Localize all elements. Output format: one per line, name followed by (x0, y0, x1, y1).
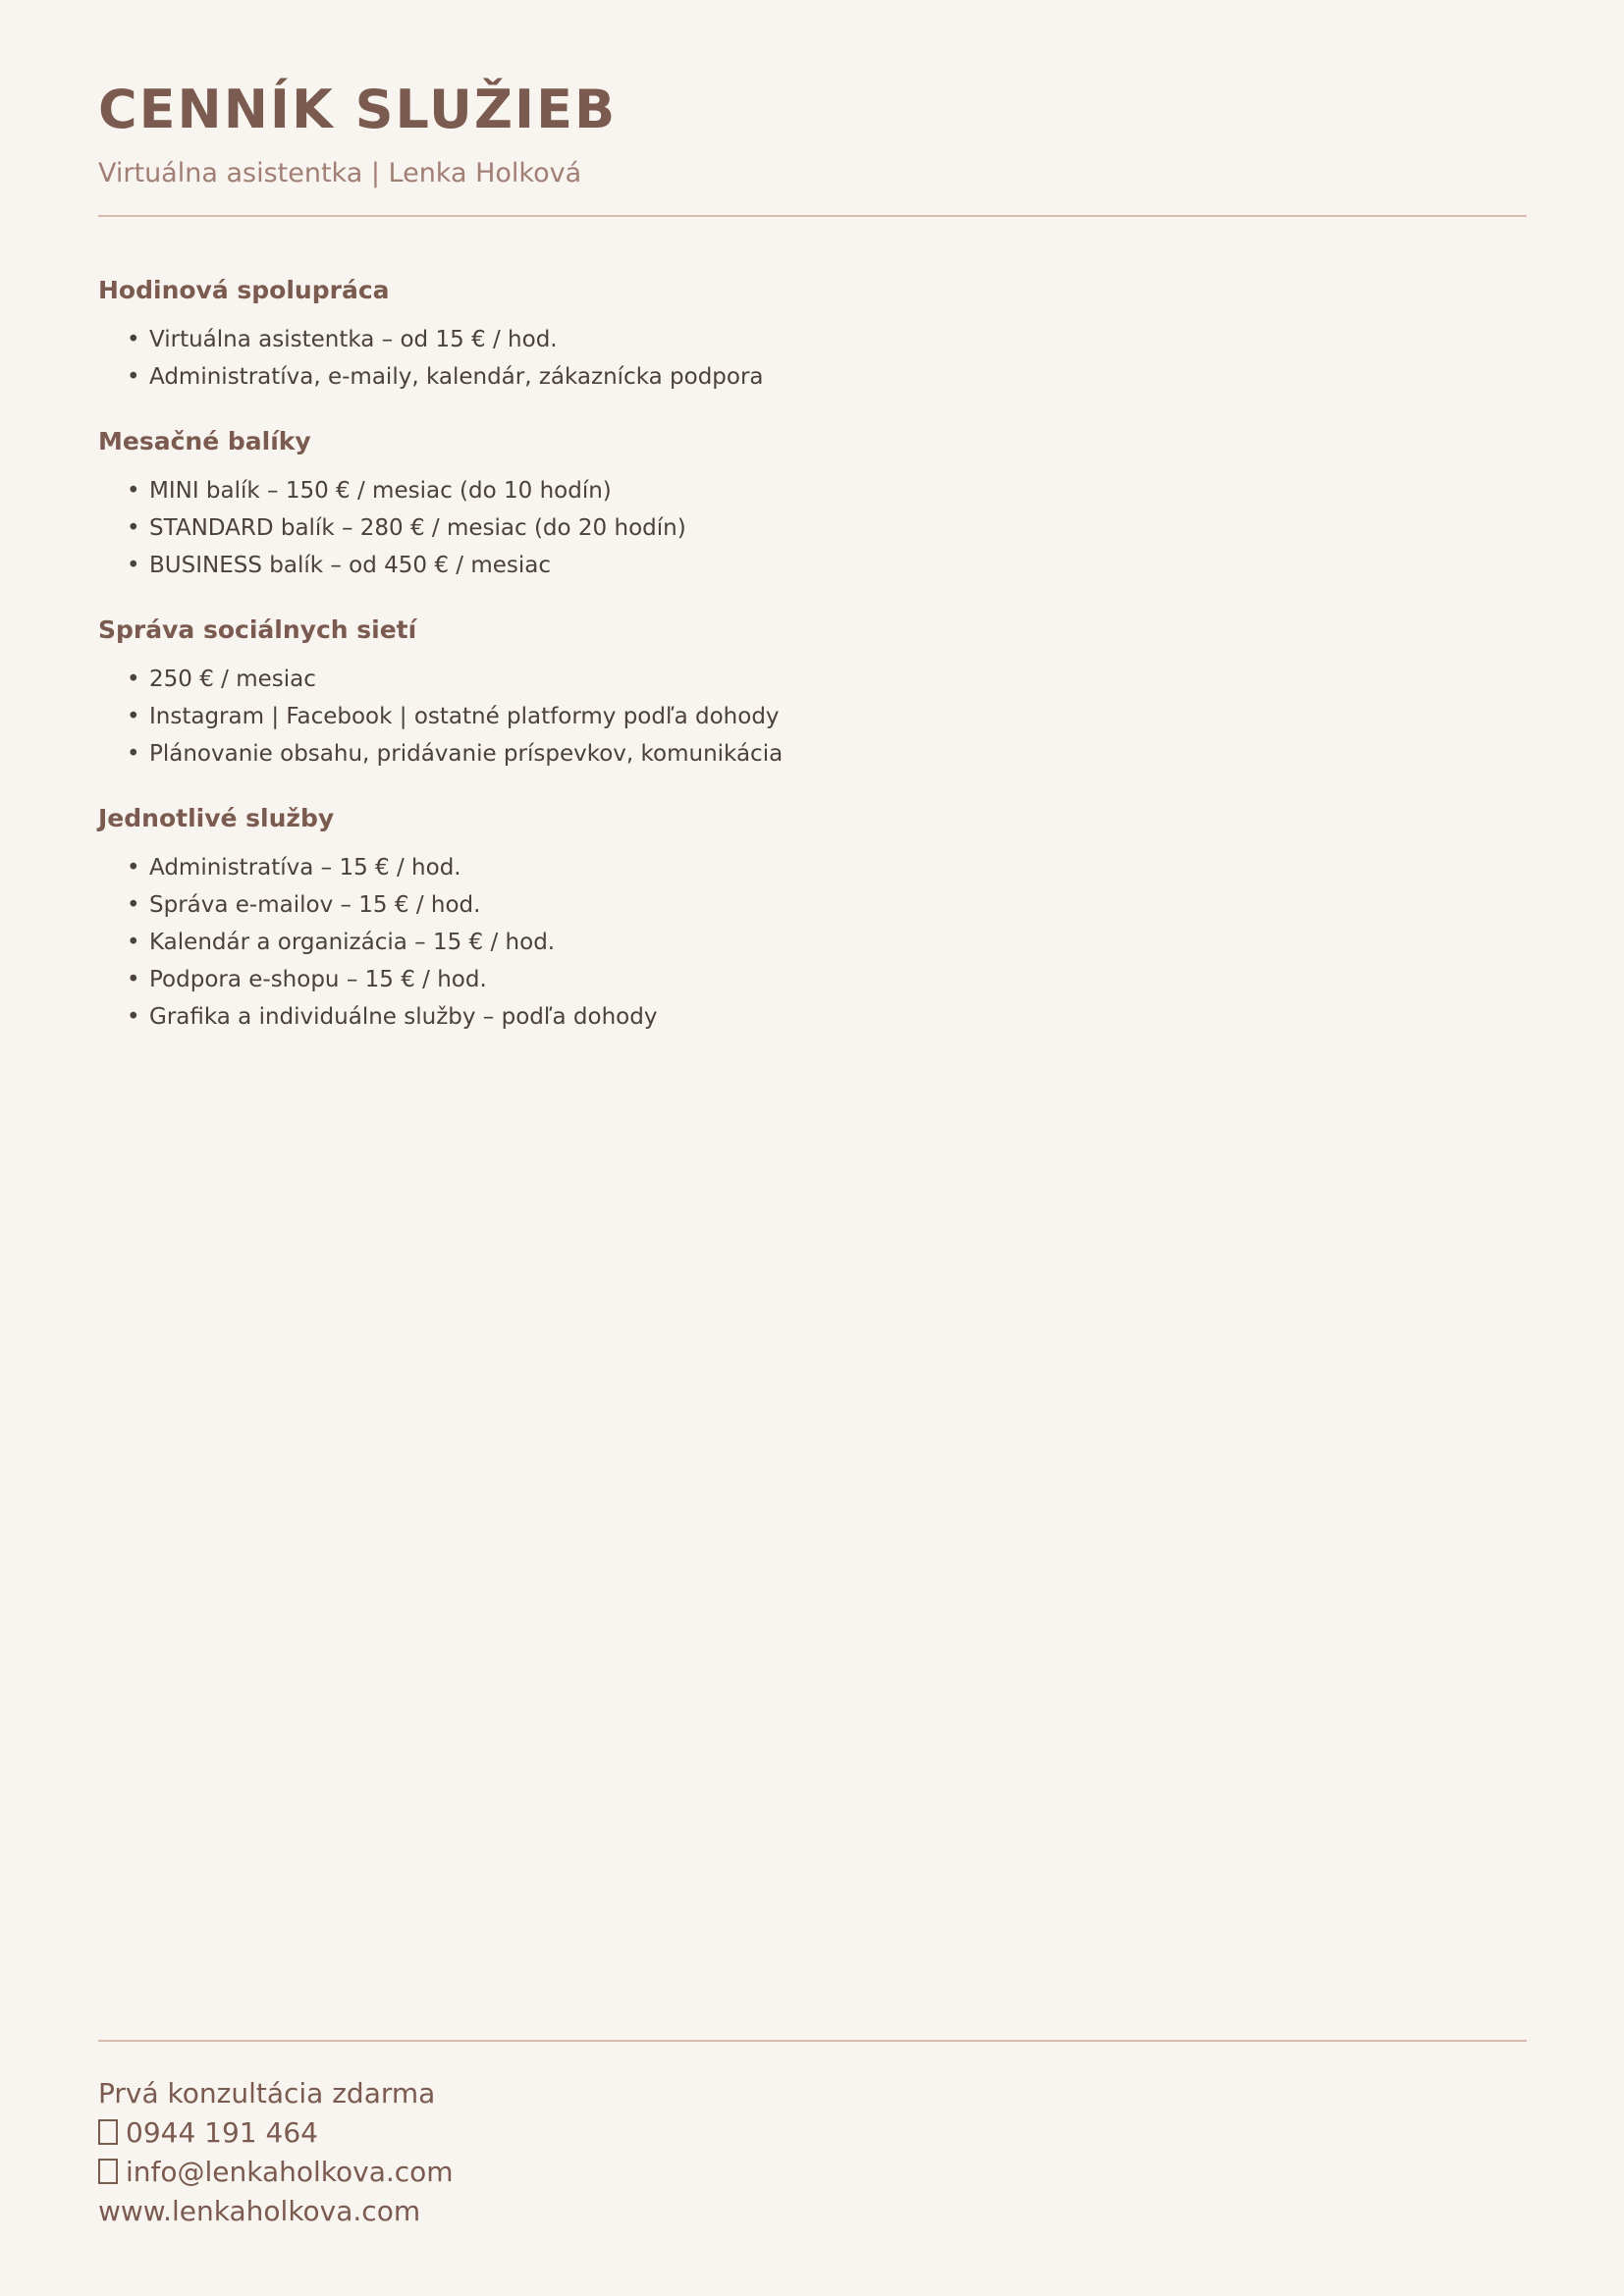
footer (98, 2074, 1527, 2231)
list-item (127, 735, 1527, 773)
bullet: • (127, 667, 140, 692)
list-item (127, 321, 1527, 358)
header-divider (98, 215, 1527, 217)
list-item (127, 849, 1527, 886)
section-heading: Hodinová spolupráca (98, 276, 390, 304)
list-item-text: Virtuálna asistentka – od 15 € / hod. (149, 327, 558, 352)
list-item (127, 547, 1527, 584)
email-icon (98, 2159, 118, 2184)
section-list (98, 661, 1527, 773)
price-list-page (98, 0, 1527, 2296)
list-item-text: Správa e-mailov – 15 € / hod. (149, 892, 481, 918)
list-item-text: Administratíva, e-maily, kalendár, zákaznícka podpora (149, 364, 764, 390)
list-item (127, 961, 1527, 998)
phone-number[interactable]: 0944 191 464 (126, 2116, 318, 2149)
footer-divider (98, 2040, 1527, 2042)
phone-line (98, 2113, 1527, 2153)
bullet: • (127, 515, 140, 541)
email-address[interactable]: info@lenkaholkova.com (126, 2156, 454, 2188)
list-item-text: Administratíva – 15 € / hod. (149, 855, 461, 881)
bullet: • (127, 1004, 140, 1030)
bullet: • (127, 478, 140, 504)
section-hourly (98, 270, 1527, 396)
section-heading: Mesačné balíky (98, 427, 311, 455)
section-individual-services (98, 798, 1527, 1036)
list-item (127, 998, 1527, 1036)
section-monthly-packages (98, 421, 1527, 584)
list-item (127, 472, 1527, 509)
list-item-text: STANDARD balík – 280 € / mesiac (do 20 hodín) (149, 515, 686, 541)
phone-icon (98, 2119, 118, 2145)
sections-container (98, 270, 1527, 1061)
bullet: • (127, 553, 140, 578)
section-list (98, 321, 1527, 396)
list-item-text: Plánovanie obsahu, pridávanie príspevkov, komunikácia (149, 741, 784, 767)
bullet: • (127, 892, 140, 918)
list-item (127, 358, 1527, 396)
page-title: CENNÍK SLUŽIEB (98, 79, 618, 140)
section-heading: Jednotlivé služby (98, 804, 335, 832)
list-item (127, 886, 1527, 924)
list-item-text: Grafika a individuálne služby – podľa dohody (149, 1004, 658, 1030)
list-item (127, 698, 1527, 735)
email-line (98, 2153, 1527, 2192)
bullet: • (127, 930, 140, 955)
section-social-media (98, 610, 1527, 773)
list-item (127, 509, 1527, 547)
bullet: • (127, 704, 140, 729)
list-item (127, 924, 1527, 961)
page-subtitle: Virtuálna asistentka | Lenka Holková (98, 158, 582, 188)
list-item-text: Kalendár a organizácia – 15 € / hod. (149, 930, 556, 955)
bullet: • (127, 855, 140, 881)
bullet: • (127, 741, 140, 767)
section-list (98, 472, 1527, 584)
list-item-text: Podpora e-shopu – 15 € / hod. (149, 967, 487, 992)
list-item-text: 250 € / mesiac (149, 667, 316, 692)
section-list (98, 849, 1527, 1036)
list-item (127, 661, 1527, 698)
consultation-note: Prvá konzultácia zdarma (98, 2077, 436, 2109)
website-link[interactable]: www.lenkaholkova.com (98, 2195, 421, 2227)
bullet: • (127, 364, 140, 390)
list-item-text: BUSINESS balík – od 450 € / mesiac (149, 553, 552, 578)
list-item-text: Instagram | Facebook | ostatné platformy podľa dohody (149, 704, 780, 729)
bullet: • (127, 967, 140, 992)
bullet: • (127, 327, 140, 352)
list-item-text: MINI balík – 150 € / mesiac (do 10 hodín) (149, 478, 612, 504)
section-heading: Správa sociálnych sietí (98, 615, 417, 644)
